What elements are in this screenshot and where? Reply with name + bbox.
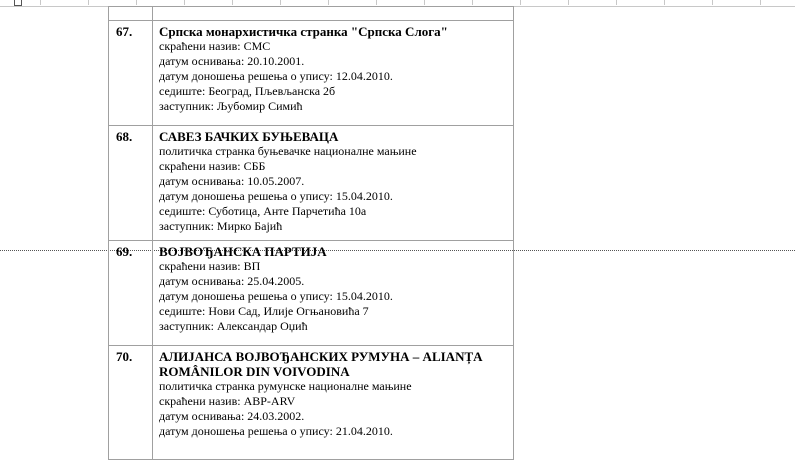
ruler-tick <box>328 0 329 5</box>
party-registry-table <box>108 6 514 460</box>
entry-line: датум доношења решења о упису: 15.04.2010. <box>159 189 393 203</box>
party-name: АЛИЈАНСА ВОЈВОЂАНСКИХ РУМУНА – ALIANȚA ROMÂNILOR DIN VOIVODINA <box>159 349 482 379</box>
entry-number[interactable]: 68. <box>109 126 153 241</box>
content-cell[interactable] <box>153 7 514 21</box>
entry-line: седиште: Нови Сад, Илије Огњановића 7 <box>159 304 369 318</box>
ruler-tick <box>280 0 281 5</box>
entry-content[interactable] <box>153 126 514 241</box>
entry-number[interactable]: 70. <box>109 346 153 460</box>
entry-line: датум оснивања: 25.04.2005. <box>159 274 305 288</box>
table-row <box>109 126 514 241</box>
ruler-tick <box>136 0 137 5</box>
ruler-tick <box>88 0 89 5</box>
entry-line: датум оснивања: 20.10.2001. <box>159 54 305 68</box>
entry-line: заступник: Александар Оџић <box>159 319 308 333</box>
entry-content[interactable] <box>153 241 514 346</box>
table-row <box>109 7 514 21</box>
entry-line: политичка странка румунске националне мањине <box>159 379 412 393</box>
ruler-tick <box>184 0 185 5</box>
party-name: ВОЈВОЂАНСКА ПАРТИЈА <box>159 244 327 259</box>
entry-line: седиште: Суботица, Анте Парчетића 10а <box>159 204 367 218</box>
entry-line: политичка странка буњевачке националне мањине <box>159 144 417 158</box>
entry-line: датум доношења решења о упису: 15.04.2010. <box>159 289 393 303</box>
number-cell[interactable] <box>109 7 153 21</box>
ruler-tick <box>712 0 713 5</box>
entry-line: заступник: Мирко Бајић <box>159 219 283 233</box>
ruler-tick <box>376 0 377 5</box>
ruler-tick <box>664 0 665 5</box>
entry-line: датум оснивања: 24.03.2002. <box>159 409 305 423</box>
party-name: САВЕЗ БАЧКИХ БУЊЕВАЦА <box>159 129 339 144</box>
entry-line: датум доношења решења о упису: 12.04.2010. <box>159 69 393 83</box>
ruler-tick <box>40 0 41 5</box>
party-name: Српска монархистичка странка "Српска Слога" <box>159 24 448 39</box>
ruler-tick <box>760 0 761 5</box>
entry-line: скраћени назив: АВР-ARV <box>159 394 296 408</box>
ruler-tick <box>472 0 473 5</box>
table-row <box>109 21 514 126</box>
ruler-tick <box>616 0 617 5</box>
ruler-tick <box>568 0 569 5</box>
entry-line: скраћени назив: СББ <box>159 159 266 173</box>
table-row <box>109 346 514 460</box>
entry-line: датум оснивања: 10.05.2007. <box>159 174 305 188</box>
entry-number[interactable]: 67. <box>109 21 153 126</box>
entry-line: датум доношења решења о упису: 21.04.2010. <box>159 424 393 438</box>
entry-number[interactable]: 69. <box>109 241 153 346</box>
entry-line: седиште: Београд, Пљевљанска 2б <box>159 84 336 98</box>
entry-content[interactable] <box>153 21 514 126</box>
entry-line: скраћени назив: СМС <box>159 39 271 53</box>
ruler-tick <box>232 0 233 5</box>
table-row <box>109 241 514 346</box>
ruler-tick <box>424 0 425 5</box>
ruler-tick <box>520 0 521 5</box>
entry-line: скраћени назив: ВП <box>159 259 261 273</box>
entry-content[interactable] <box>153 346 514 460</box>
entry-line: заступник: Љубомир Симић <box>159 99 303 113</box>
ruler-indent-marker[interactable] <box>14 0 22 6</box>
